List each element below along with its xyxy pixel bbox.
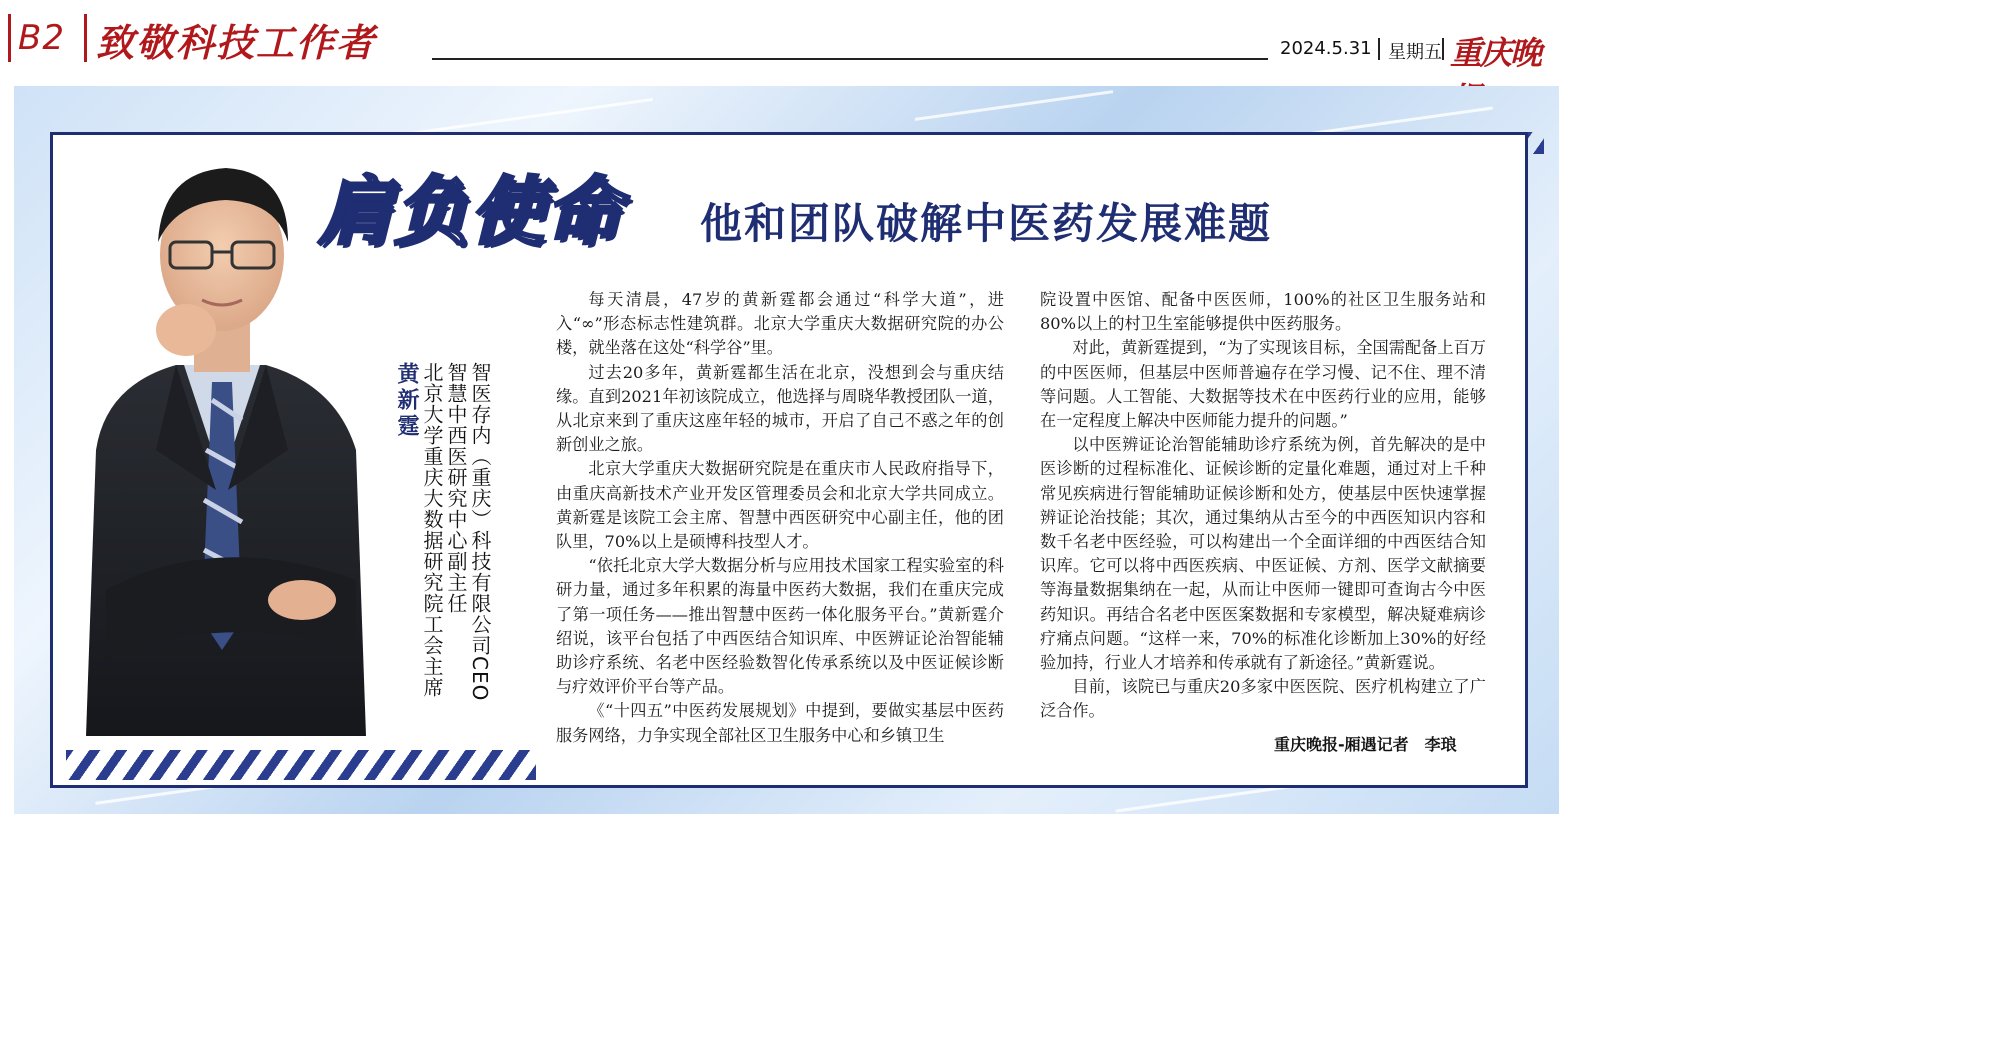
header-divider <box>1378 38 1380 60</box>
article-paragraph: 每天清晨，47岁的黄新霆都会通过“科学大道”，进入“∞”形态标志性建筑群。北京大学重庆大数据研究院的办公楼，就坐落在这处“科学谷”里。 <box>556 290 1004 358</box>
article-paragraph: 北京大学重庆大数据研究院是在重庆市人民政府指导下，由重庆高新技术产业开发区管理委员会和北京大学共同成立。黄新霆是该院工会主席、智慧中西医研究中心副主任，他的团队里，70%以上是硕博科技型人才。 <box>556 459 1004 552</box>
issue-weekday: 星期五 <box>1388 42 1442 63</box>
article-paragraph: 以中医辨证论治智能辅助诊疗系统为例，首先解决的是中医诊断的过程标准化、证候诊断的定量化难题，通过对上千种常见疾病进行智能辅助证候诊断和处方，使基层中医快速掌握辨证论治技能；其次，通过集纳从古至今的中西医知识内容和数千名老中医经验，可以构建出一个全面详细的中西医结合知识库。它可以将中西医疾病、中医证候、方剂、医学文献摘要等海量数据集纳在一起，从而让中医师一键即可查询古今中医药知识。再结合名老中医医案数据和专家模型，解决疑难病诊疗痛点问题。“这样一来，70%的标准化诊断加上30%的好经验加持，行业人才培养和传承就有了新途径。”黄新霆说。 <box>1040 435 1486 673</box>
caption-line: 智慧中西医研究中心副主任 <box>444 362 468 614</box>
header-divider <box>1442 38 1444 60</box>
person-name: 黄新霆 <box>394 362 419 440</box>
hatch-decoration <box>66 750 536 780</box>
headline-sub: 他和团队破解中医药发展难题 <box>700 199 1273 248</box>
article-paragraph: 过去20多年，黄新霆都生活在北京，没想到会与重庆结缘。直到2021年初该院成立，他选择与周晓华教授团队一道，从北京来到了重庆这座年轻的城市，开启了自己不惑之年的创新创业之旅。 <box>556 362 1004 455</box>
header-divider <box>84 14 87 62</box>
caption-line: 北京大学重庆大数据研究院工会主席 <box>420 362 444 698</box>
article-byline: 重庆晚报-厢遇记者 李琅 <box>1274 735 1457 754</box>
article-paragraph: 对此，黄新霆提到，“为了实现该目标，全国需配备上百万的中医医师，但基层中医师普遍存在学习慢、记不住、理不清等问题。人工智能、大数据等技术在中医药行业的应用，能够在一定程度上解决中医师能力提升的问题。” <box>1040 338 1486 431</box>
newspaper-masthead: 重庆晚 <box>1450 34 1541 72</box>
portrait-photo <box>66 150 378 736</box>
article-paragraph: “依托北京大学大数据分析与应用技术国家工程实验室的科研力量，通过多年积累的海量中医药大数据，我们在重庆完成了第一项任务——推出智慧中医药一体化服务平台。”黄新霆介绍说，该平台包括了中西医结合知识库、中医辨证论治智能辅助诊疗系统、名老中医经验数智化传承系统以及中医证候诊断与疗效评价平台等产品。 <box>556 556 1004 697</box>
page-header <box>0 0 1568 82</box>
header-rule <box>432 58 1268 60</box>
page-number: B2 <box>18 18 65 58</box>
header-divider <box>8 14 11 62</box>
article-column-left <box>556 288 1004 748</box>
article-column-right <box>1040 288 1486 724</box>
article-paragraph: 目前，该院已与重庆20多家中医医院、医疗机构建立了广泛合作。 <box>1040 677 1486 721</box>
caption-line: 智医存内（重庆）科技有限公司CEO <box>468 362 492 702</box>
section-title: 致敬科技工作者 <box>96 21 377 65</box>
issue-date: 2024.5.31 <box>1280 38 1372 59</box>
headline-main: 肩负使命 <box>318 169 622 255</box>
article-paragraph: 《“十四五”中医药发展规划》中提到，要做实基层中医药服务网络，力争实现全部社区卫生服务中心和乡镇卫生 <box>556 701 1004 745</box>
article-paragraph: 院设置中医馆、配备中医医师，100%的社区卫生服务站和80%以上的村卫生室能够提供中医药服务。 <box>1040 290 1486 334</box>
